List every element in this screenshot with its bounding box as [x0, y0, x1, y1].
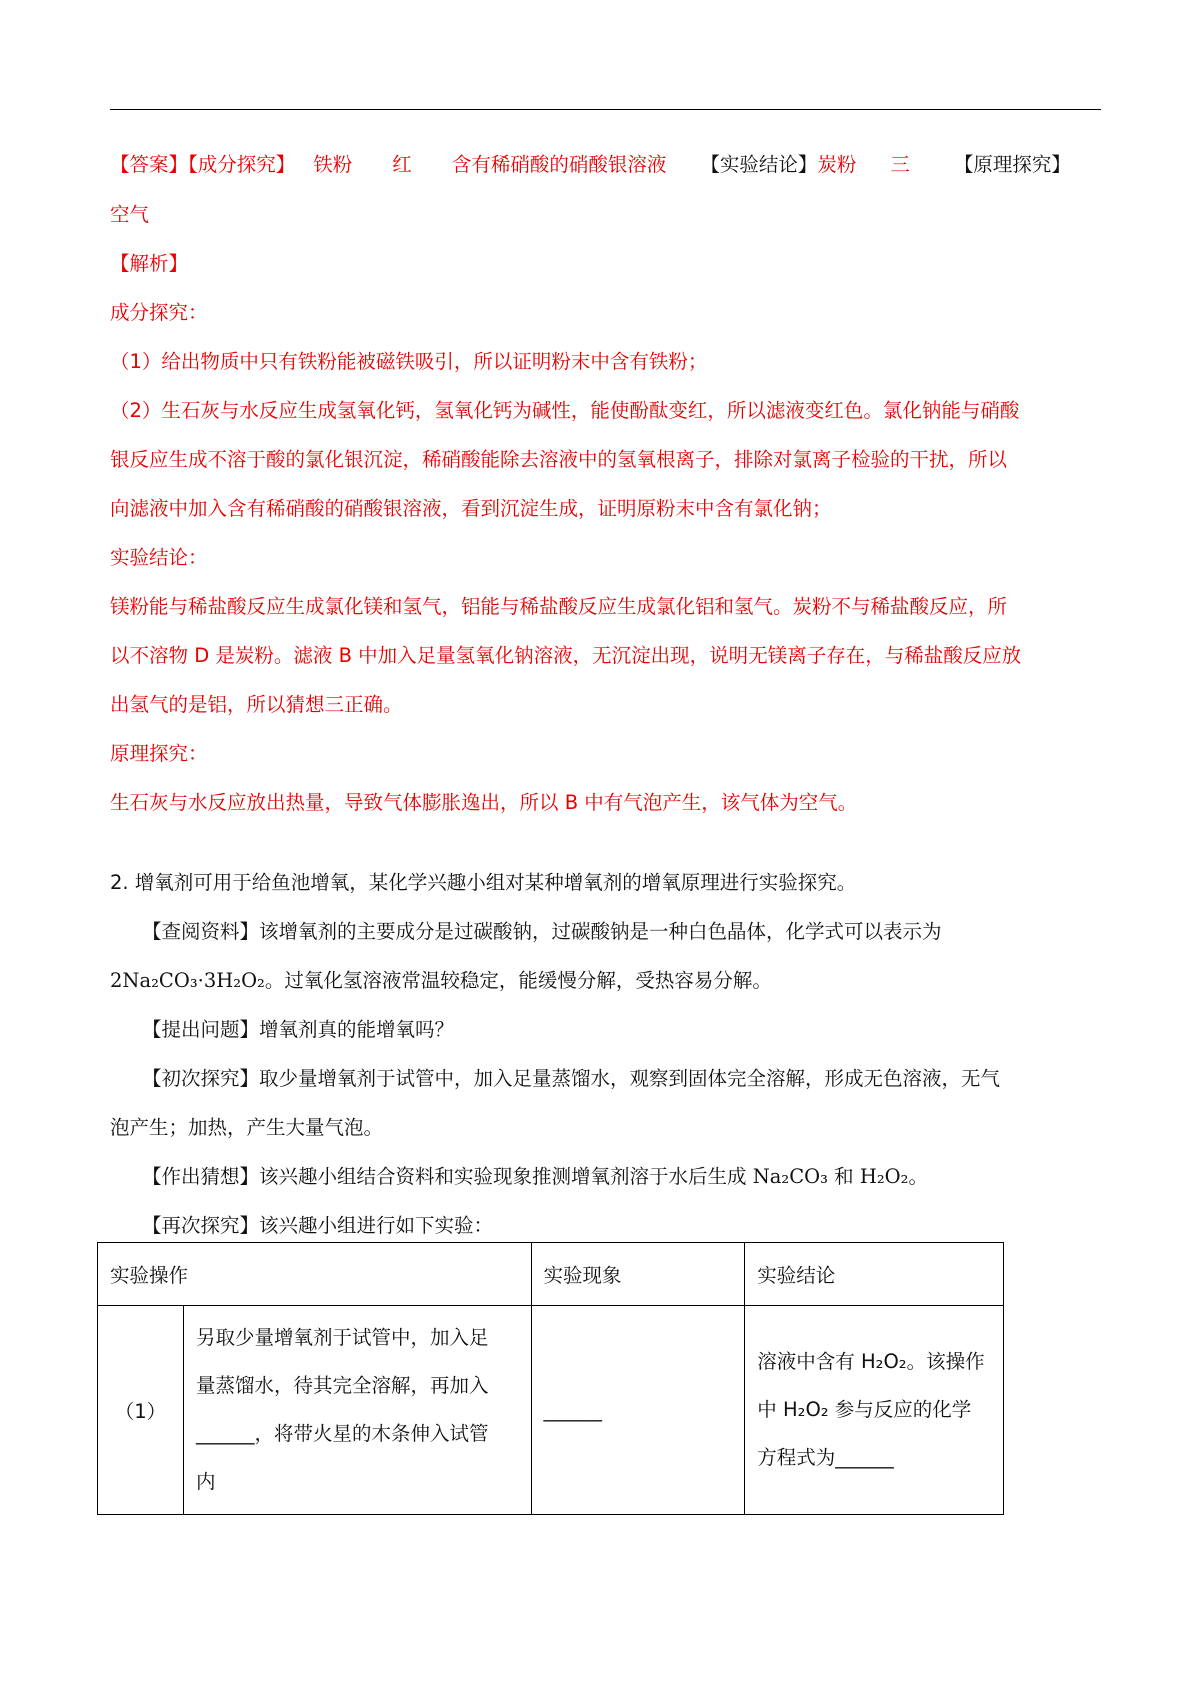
conclusion-cell-line3: 方程式为______ [757, 1446, 894, 1469]
composition-title: 成分探究： [110, 301, 208, 324]
guess-end: 。 [908, 1165, 928, 1188]
answer-1: 铁粉 [313, 153, 353, 176]
guess-formula-2: H₂O₂ [859, 1165, 909, 1188]
answer-2: 红 [392, 153, 412, 176]
analysis-p2-line1: （2）生石灰与水反应生成氢氧化钙，氢氧化钙为碱性，能使酚酞变红，所以滤液变红色。氯化钠能与硝酸 [110, 399, 1020, 422]
analysis-p2-line3: 向滤液中加入含有稀硝酸的硝酸银溶液，看到沉淀生成，证明原粉末中含有氯化钠； [110, 497, 832, 520]
header-rule [110, 109, 1101, 110]
first-explore-line1: 【初次探究】取少量增氧剂于试管中，加入足量蒸馏水，观察到固体完全溶解，形成无色溶液，无气 [142, 1067, 1001, 1090]
question2-intro: 2. 增氧剂可用于给鱼池增氧，某化学兴趣小组对某种增氧剂的增氧原理进行实验探究。 [110, 871, 857, 894]
conclusion-title: 实验结论： [110, 546, 208, 569]
reference-line1: 【查阅资料】该增氧剂的主要成分是过碳酸钠，过碳酸钠是一种白色晶体，化学式可以表示为 [142, 920, 942, 943]
row-operation [183, 1306, 531, 1515]
conclusion-cell-line2: 中 H₂O₂ 参与反应的化学 [757, 1398, 972, 1421]
question-line: 【提出问题】增氧剂真的能增氧吗？ [142, 1018, 455, 1041]
principle-title: 原理探究： [110, 742, 208, 765]
composition-label: 【成分探究】 [188, 153, 296, 176]
row-phenomenon: ______ [531, 1306, 745, 1515]
row-number: （1） [98, 1306, 184, 1515]
operation-line3: ______，将带火星的木条伸入试管 [195, 1422, 489, 1445]
conclusion-label: 【实验结论】 [700, 153, 818, 176]
guess-line [142, 1162, 928, 1192]
experiment-table [97, 1242, 1004, 1515]
reference-line2 [110, 966, 772, 996]
first-explore-line2: 泡产生；加热，产生大量气泡。 [110, 1116, 384, 1139]
header-phenomenon: 实验现象 [531, 1243, 745, 1306]
answer-line [110, 150, 1071, 180]
header-conclusion: 实验结论 [745, 1243, 1004, 1306]
answer-5: 三 [890, 153, 910, 176]
operation-line1: 另取少量增氧剂于试管中，加入足 [195, 1326, 489, 1349]
again-explore-line: 【再次探究】该兴趣小组进行如下实验： [142, 1214, 494, 1237]
table-row [98, 1306, 1004, 1515]
conclusion-line2: 以不溶物 D 是炭粉。滤液 B 中加入足量氢氧化钠溶液，无沉淀出现，说明无镁离子存在，与稀盐酸反应放 [110, 644, 1022, 667]
principle-line1: 生石灰与水反应放出热量，导致气体膨胀逸出，所以 B 中有气泡产生，该气体为空气。 [110, 791, 858, 814]
reference-formula: 2Na₂CO₃·3H₂O₂ [110, 969, 265, 992]
guess-formula-1: Na₂CO₃ [752, 1165, 828, 1188]
analysis-p2-line2: 银反应生成不溶于酸的氯化银沉淀，稀硝酸能除去溶液中的氢氧根离子，排除对氯离子检验的干扰，所以 [110, 448, 1008, 471]
header-operation: 实验操作 [98, 1243, 532, 1306]
conclusion-line3: 出氢气的是铝，所以猜想三正确。 [110, 693, 403, 716]
principle-label: 【原理探究】 [953, 153, 1071, 176]
answer-4: 炭粉 [817, 153, 857, 176]
guess-mid: 和 [827, 1165, 860, 1188]
guess-prefix: 【作出猜想】该兴趣小组结合资料和实验现象推测增氧剂溶于水后生成 [142, 1165, 753, 1188]
row-conclusion [745, 1306, 1004, 1515]
operation-line4: 内 [195, 1470, 216, 1493]
conclusion-cell-line1: 溶液中含有 H₂O₂。该操作 [757, 1350, 985, 1373]
analysis-p1: （1）给出物质中只有铁粉能被磁铁吸引，所以证明粉末中含有铁粉； [110, 350, 708, 373]
answer-label: 【答案】 [110, 153, 189, 176]
analysis-label: 【解析】 [110, 252, 189, 275]
answer-6: 空气 [110, 203, 150, 226]
answer-3: 含有稀硝酸的硝酸银溶液 [451, 153, 667, 176]
reference-line2-rest: 。过氧化氢溶液常温较稳定，能缓慢分解，受热容易分解。 [264, 969, 772, 992]
operation-line2: 量蒸馏水，待其完全溶解，再加入 [195, 1374, 489, 1397]
conclusion-line1: 镁粉能与稀盐酸反应生成氯化镁和氢气，铝能与稀盐酸反应生成氯化铝和氢气。炭粉不与稀盐酸反应，所 [110, 595, 1008, 618]
table-header-row [98, 1243, 1004, 1306]
